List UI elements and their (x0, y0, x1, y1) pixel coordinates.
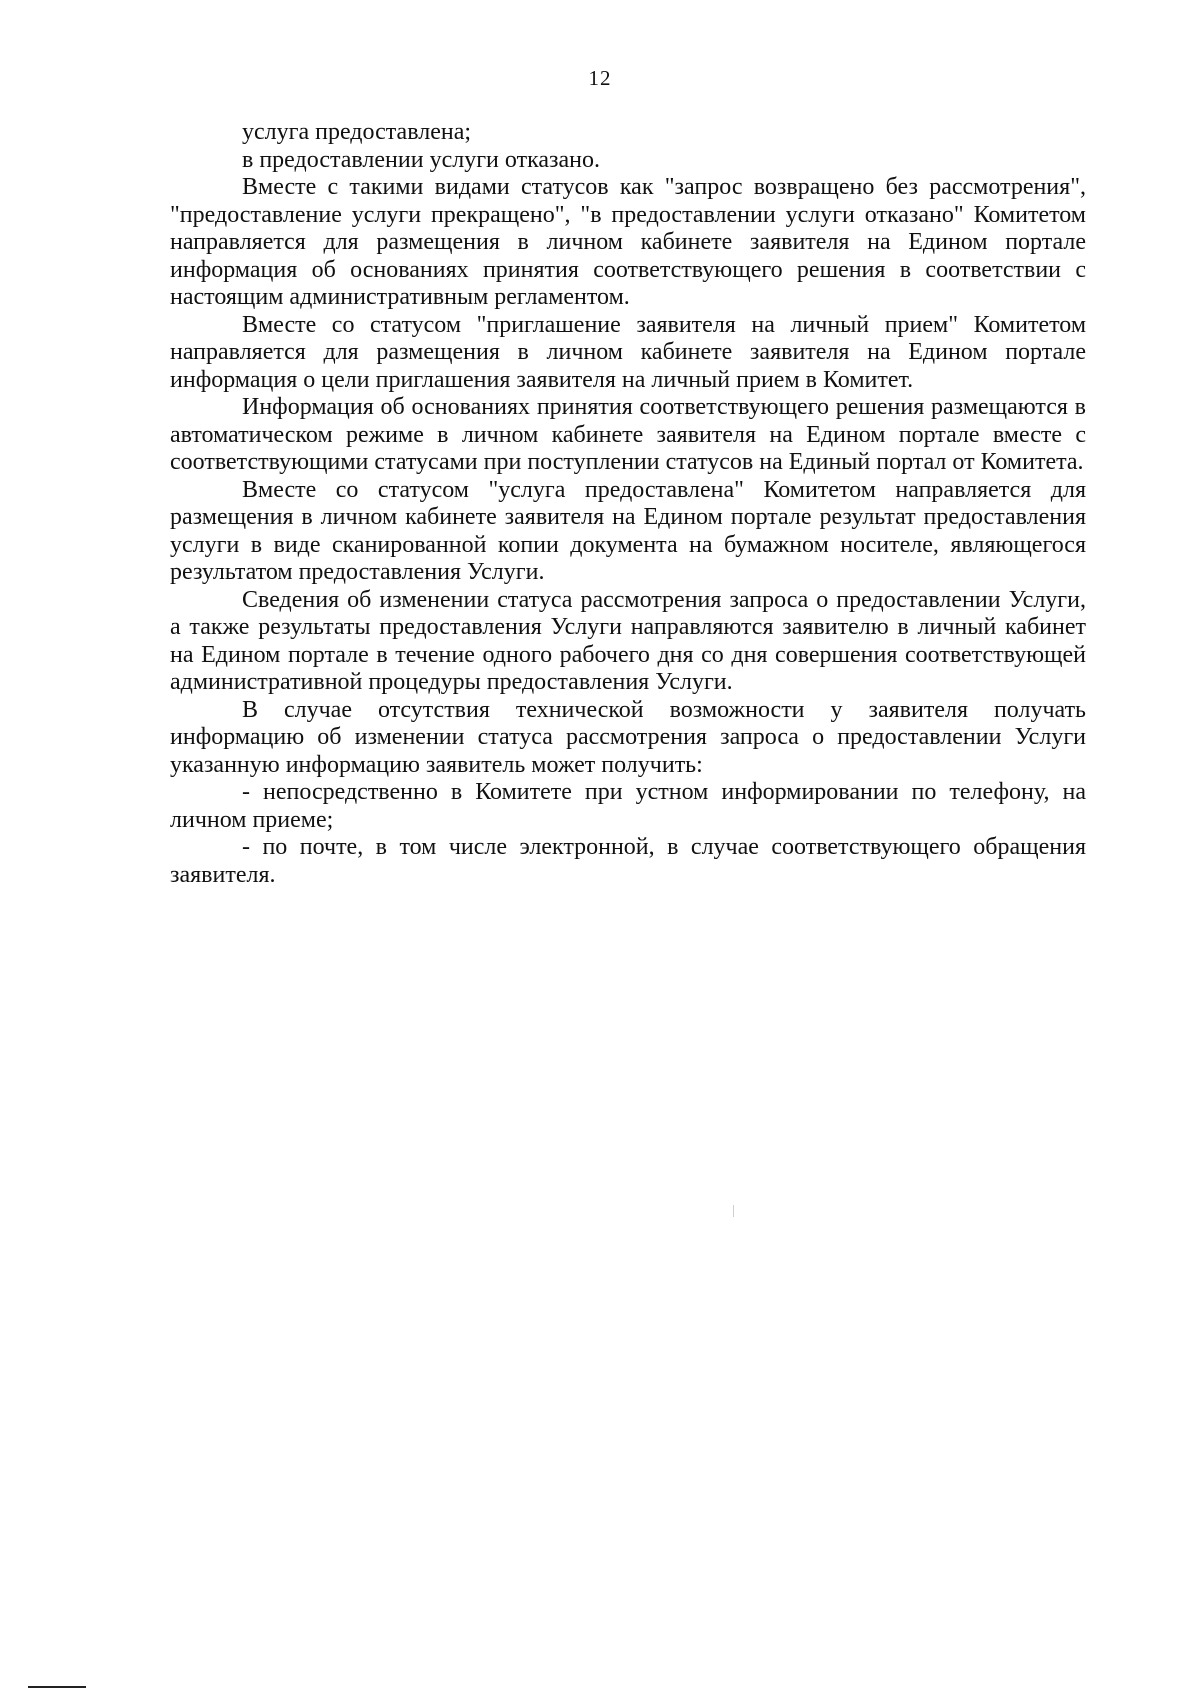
status-item-service-refused: в предоставлении услуги отказано. (242, 146, 600, 173)
paragraph-automatic-placement: Информация об основаниях принятия соответствующего решения размещаются в автоматическом режиме в личном кабинете заявителя на Едином портале вместе с соответствующими статусами при поступлении статусов на Единый портал от Комитета. (170, 394, 1086, 475)
paragraph-personal-invitation: Вместе со статусом "приглашение заявителя на личный прием" Комитетом направляется для размещения в личном кабинете заявителя на Едином портале информация о цели приглашения заявителя на личный прием в Комитет. (170, 311, 1086, 393)
list-item-in-person: - непосредственно в Комитете при устном информировании по телефону, на личном приеме; (170, 779, 1086, 833)
list-item-by-mail: - по почте, в том числе электронной, в случае соответствующего обращения заявителя. (170, 834, 1086, 888)
paragraph-status-change-info: Сведения об изменении статуса рассмотрения запроса о предоставлении Услуги, а также результаты предоставления Услуги направляются заявителю в личный кабинет на Едином портале в течение одного рабочего дня со дня совершения соответствующей административной процедуры предоставления Услуги. (170, 586, 1086, 695)
paragraph-no-technical-possibility: В случае отсутствия технической возможности у заявителя получать информацию об изменении статуса рассмотрения запроса о предоставлении Услуги указанную информацию заявитель может получить: (170, 696, 1086, 778)
paragraph-status-grounds: Вместе с такими видами статусов как "запрос возвращено без рассмотрения", "предоставление услуги прекращено", "в предоставлении услуги отказано" Комитетом направляется для размещения в личном кабинете заявителя на Едином портале информация об основаниях принятия соответствующего решения в соответствии с настоящим административным регламентом. (170, 174, 1086, 310)
scan-speck (733, 1205, 734, 1217)
scan-edge-mark (28, 1686, 86, 1688)
paragraph-service-result: Вместе со статусом "услуга предоставлена" Комитетом направляется для размещения в личном кабинете заявителя на Едином портале результат предоставления услуги в виде сканированной копии документа на бумажном носителе, являющегося результатом предоставления Услуги. (170, 476, 1086, 585)
page-number: 12 (588, 66, 612, 90)
status-item-service-provided: услуга предоставлена; (242, 119, 472, 145)
document-body (170, 119, 1086, 889)
